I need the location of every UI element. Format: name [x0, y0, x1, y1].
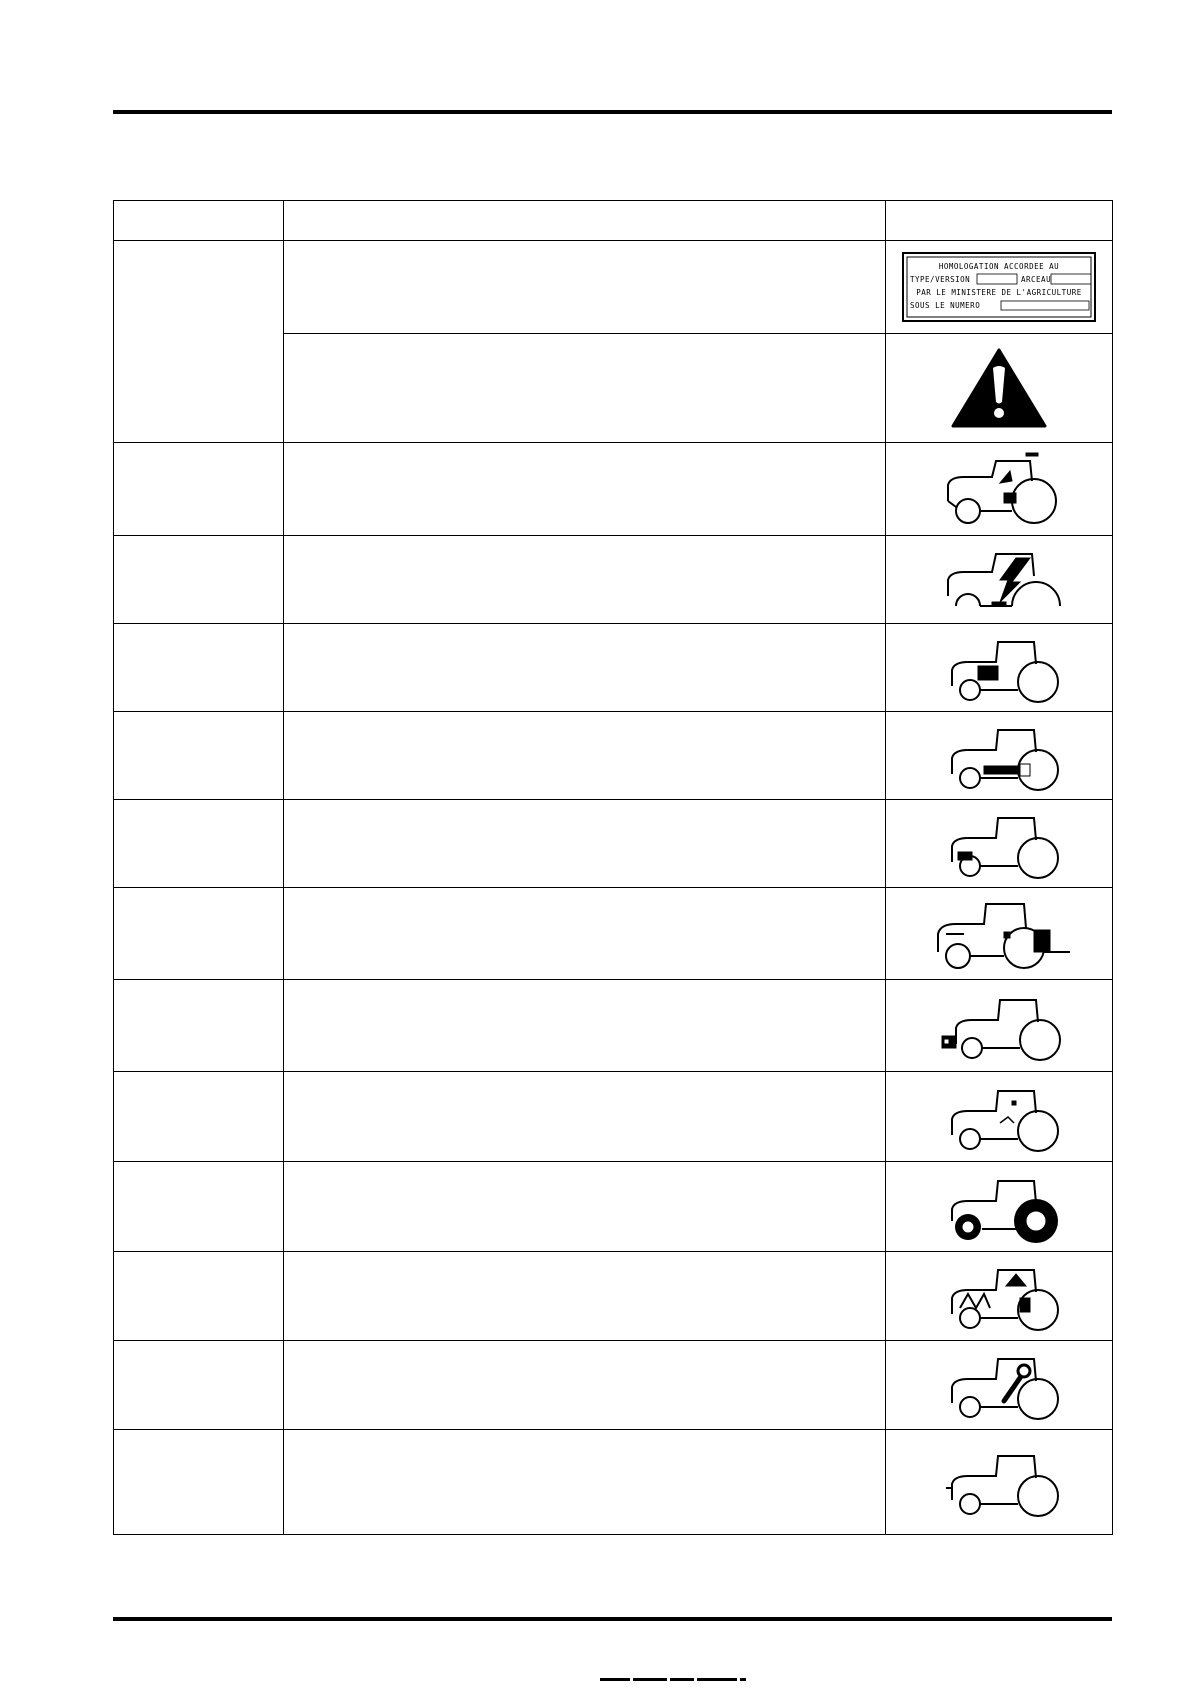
section-cell [114, 443, 284, 536]
description-cell [284, 712, 886, 800]
table-row [114, 1341, 1113, 1430]
tractor-transmission-icon [934, 628, 1064, 708]
plate-line-1: HOMOLOGATION ACCORDEE AU [938, 262, 1060, 271]
warning-triangle-icon [949, 346, 1049, 430]
tractor-maintenance-icon [934, 1345, 1064, 1425]
description-cell [284, 1252, 886, 1341]
section-cell [114, 536, 284, 624]
section-cell [114, 1252, 284, 1341]
plate-line-2a: TYPE/VERSION [910, 275, 971, 284]
table-row [114, 1430, 1113, 1535]
table-row [114, 1252, 1113, 1341]
description-cell [284, 1162, 886, 1252]
table-header-row [114, 201, 1113, 241]
section-cell [114, 980, 284, 1072]
section-cell [114, 1341, 284, 1430]
table-row [114, 443, 1113, 536]
table-row [114, 1072, 1113, 1162]
footer-marks [600, 1678, 780, 1685]
table-row [114, 888, 1113, 980]
table-row [114, 624, 1113, 712]
tractor-front-axle-icon [934, 804, 1064, 884]
description-cell [284, 241, 886, 334]
description-cell [284, 1341, 886, 1430]
header-rule [113, 110, 1112, 114]
header-cell-3 [886, 201, 1113, 241]
description-cell [284, 1072, 886, 1162]
plate-line-3: PAR LE MINISTERE DE L'AGRICULTURE [916, 288, 1082, 297]
tractor-outline-icon [934, 1442, 1064, 1522]
plate-line-2b: ARCEAU [1021, 275, 1052, 284]
section-cell [114, 1072, 284, 1162]
table-row [114, 712, 1113, 800]
description-cell [284, 800, 886, 888]
tractor-rear-axle-icon [934, 716, 1064, 796]
description-cell [284, 334, 886, 443]
table-row [114, 536, 1113, 624]
tractor-electrical-icon [934, 540, 1064, 620]
section-cell [114, 712, 284, 800]
section-cell [114, 624, 284, 712]
description-cell [284, 980, 886, 1072]
description-cell [284, 624, 886, 712]
section-cell [114, 1162, 284, 1252]
tractor-rear-hitch-icon [924, 894, 1074, 974]
table-row [114, 800, 1113, 888]
tractor-wheels-icon [934, 1167, 1064, 1247]
tractor-engine-icon [934, 449, 1064, 529]
tractor-hydraulics-icon [934, 1256, 1064, 1336]
section-cell [114, 241, 284, 443]
description-cell [284, 536, 886, 624]
plate-line-4: SOUS LE NUMERO [910, 301, 981, 310]
table-row [114, 980, 1113, 1072]
description-cell [284, 888, 886, 980]
symbol-table [113, 200, 1113, 1535]
homologation-plate-icon [901, 251, 1097, 323]
header-cell-1 [114, 201, 284, 241]
section-cell [114, 1430, 284, 1535]
description-cell [284, 443, 886, 536]
header-cell-2 [284, 201, 886, 241]
section-cell [114, 888, 284, 980]
table-row [114, 241, 1113, 334]
footer-rule [113, 1617, 1112, 1621]
tractor-front-hitch-icon [934, 986, 1064, 1066]
table-row [114, 1162, 1113, 1252]
tractor-brakes-icon [934, 1077, 1064, 1157]
description-cell [284, 1430, 886, 1535]
section-cell [114, 800, 284, 888]
